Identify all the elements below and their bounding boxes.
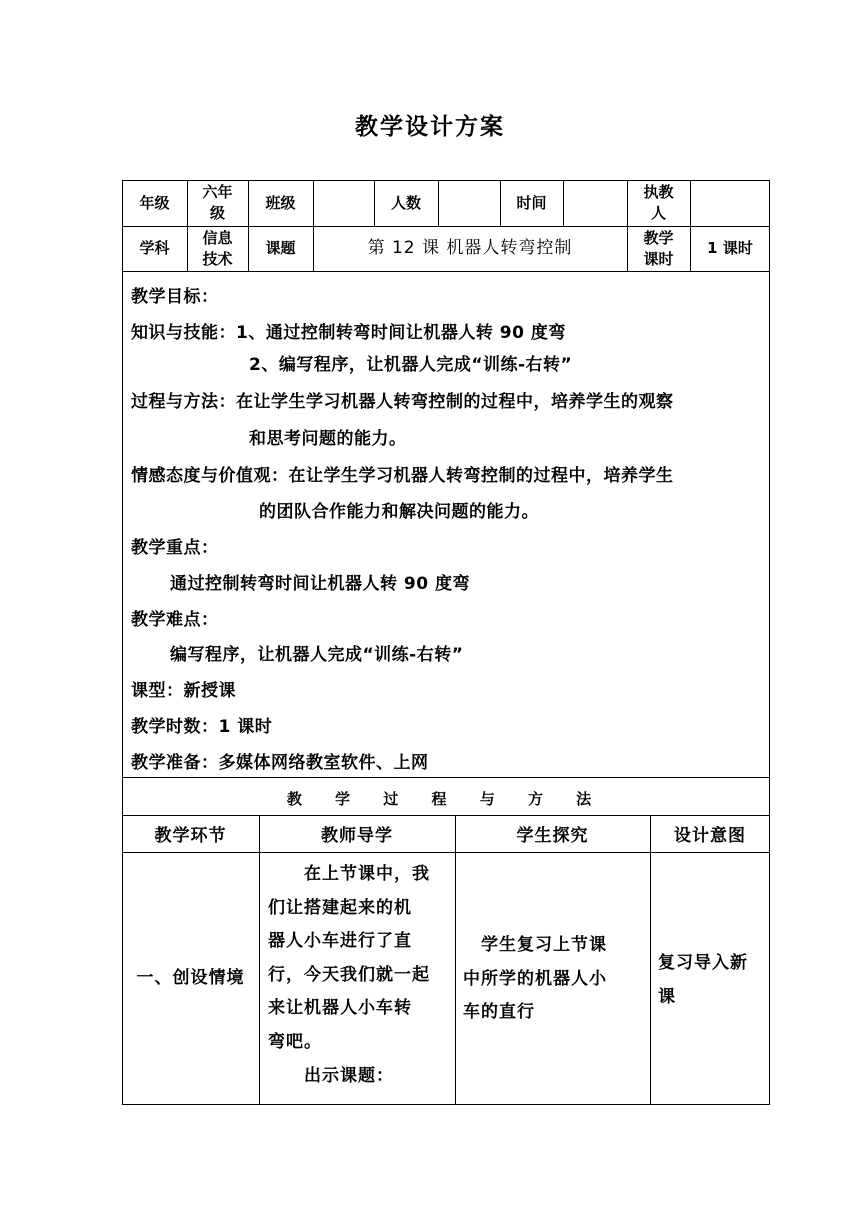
process-text-1: 在让学生学习机器人转弯控制的过程中，培养学生的观察: [236, 392, 674, 412]
emotion-label: 情感态度与价值观：: [131, 466, 289, 486]
subject-value-line2: 技术: [202, 249, 233, 268]
topic-label: 课题: [265, 239, 296, 257]
subject-value-line1: 信息: [202, 228, 233, 247]
teacher-line: 们让搭建起来的机: [268, 897, 412, 918]
intent-cell: [658, 947, 768, 1014]
objectives-heading: 教学目标：: [131, 287, 219, 307]
emotion-line-1: [131, 465, 766, 487]
grade-value: [187, 180, 248, 226]
people-label: 人数: [390, 193, 421, 212]
teacher-cell: [268, 858, 450, 1093]
process-line-1: [131, 391, 766, 413]
difficult-text: 编写程序，让机器人完成“训练-右转”: [170, 645, 464, 665]
teacher-label-line1: 执教: [643, 183, 674, 201]
teacher-value: [690, 180, 770, 226]
teacher-label: [627, 180, 690, 226]
class-label: 班级: [265, 193, 296, 212]
process-label: 过程与方法：: [131, 392, 236, 412]
grade-label: 年级: [139, 193, 170, 212]
knowledge-label: 知识与技能：: [131, 323, 236, 343]
knowledge-line-1: [131, 322, 766, 344]
student-line: 车的直行: [463, 1002, 535, 1023]
subject-label: 学科: [139, 239, 170, 257]
emotion-line-2: 的团队合作能力和解决问题的能力。: [259, 502, 539, 522]
hours-label: [627, 226, 690, 271]
teacher-line: 来让机器人小车转: [268, 998, 412, 1019]
stage-cell: 一、创设情境: [136, 968, 245, 988]
col-header-teacher: 教师导学: [321, 826, 393, 846]
knowledge-text-1: 1、通过控制转弯时间让机器人转 90 度弯: [236, 323, 566, 343]
people-value: [438, 180, 500, 226]
teacher-line: 弯吧。: [268, 1031, 322, 1052]
subject-value: [187, 226, 248, 271]
class-value: [313, 180, 374, 226]
row-divider: [122, 271, 770, 272]
hours-label-line2: 课时: [643, 249, 674, 268]
teacher-line: 行，今天我们就一起: [268, 964, 430, 985]
col-header-intent: 设计意图: [674, 826, 746, 846]
grade-value-line2: 级: [209, 204, 225, 222]
col-divider: [259, 815, 260, 1105]
intent-line: 复习导入新: [658, 953, 748, 973]
lesson-type: 课型：新授课: [131, 681, 236, 701]
col-divider: [650, 815, 651, 1105]
hours-label-line1: 教学: [643, 228, 674, 247]
difficult-heading: 教学难点：: [131, 610, 219, 630]
teacher-line: 在上节课中，我: [268, 864, 430, 884]
preparation: 教学准备：多媒体网络教室软件、上网: [131, 753, 429, 773]
col-header-stage: 教学环节: [154, 826, 227, 846]
process-line-2: 和思考问题的能力。: [249, 429, 407, 449]
key-heading: 教学重点：: [131, 538, 219, 558]
document-title: 教学设计方案: [355, 114, 505, 140]
teacher-line: 出示课题：: [268, 1065, 394, 1086]
teacher-label-line2: 人: [650, 204, 666, 222]
lesson-hours: 教学时数：1 课时: [131, 717, 273, 737]
intent-line: 课: [658, 986, 676, 1007]
time-value: [563, 180, 627, 226]
process-section-title: 教 学 过 程 与 方 法: [286, 790, 606, 808]
col-divider: [455, 815, 456, 1105]
teacher-line: 器人小车进行了直: [268, 931, 412, 952]
student-cell: [463, 929, 648, 1030]
emotion-text-1: 在让学生学习机器人转弯控制的过程中，培养学生: [288, 466, 674, 486]
knowledge-line-2: 2、编写程序，让机器人完成“训练-右转”: [249, 355, 573, 375]
student-line: 中所学的机器人小: [463, 968, 607, 989]
row-divider: [122, 777, 770, 778]
key-text: 通过控制转弯时间让机器人转 90 度弯: [170, 574, 470, 594]
student-line: 学生复习上节课: [463, 935, 607, 955]
hours-value: 1 课时: [707, 239, 753, 257]
time-label: 时间: [516, 193, 547, 212]
topic-value: 第 12 课 机器人转弯控制: [367, 238, 573, 258]
col-header-student: 学生探究: [516, 826, 589, 846]
grade-value-line1: 六年: [202, 183, 233, 201]
